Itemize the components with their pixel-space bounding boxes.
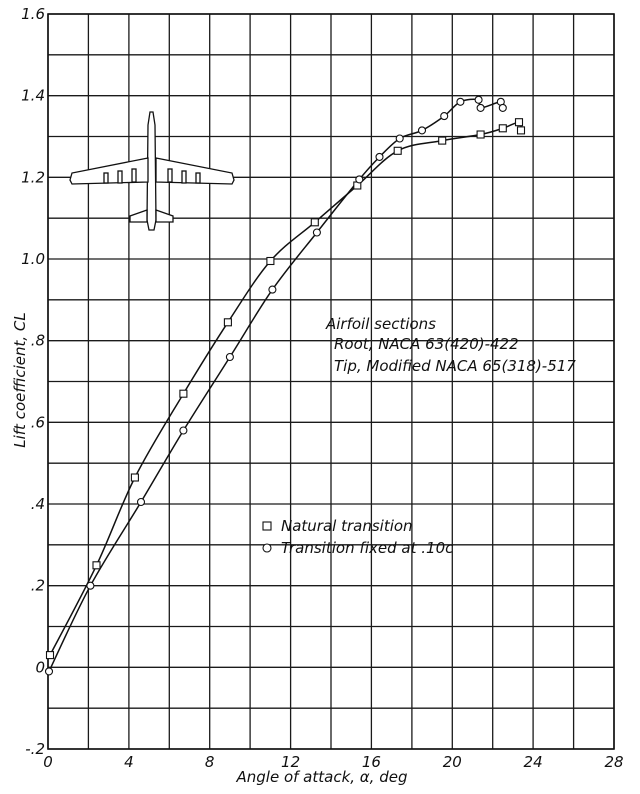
airfoil-note-line2: Root, NACA 63(420)-422 xyxy=(334,335,519,353)
square-point xyxy=(224,319,231,326)
square-point xyxy=(394,147,401,154)
legend-circle-marker xyxy=(263,544,271,552)
y-axis-label: Lift coefficient, CL xyxy=(11,312,29,448)
x-tick-label: 28 xyxy=(604,753,624,771)
square-point xyxy=(93,562,100,569)
y-tick-label: 1.6 xyxy=(21,5,45,23)
x-tick-label: 20 xyxy=(442,753,462,771)
square-point xyxy=(518,127,525,134)
grid xyxy=(48,14,614,749)
square-point xyxy=(180,390,187,397)
circle-point xyxy=(457,98,464,105)
circle-point xyxy=(441,113,448,120)
airfoil-note-line1: Airfoil sections xyxy=(326,315,436,333)
circle-point xyxy=(477,104,484,111)
legend-fixed-transition: Transition fixed at .10c xyxy=(281,539,454,557)
circle-point xyxy=(356,176,363,183)
square-point xyxy=(499,125,506,132)
x-tick-label: 8 xyxy=(204,753,215,771)
series-line-natural-transition xyxy=(50,122,521,655)
legend-square-marker xyxy=(263,522,271,530)
y-tick-label: -.2 xyxy=(25,740,45,758)
circle-point xyxy=(87,582,94,589)
y-tick-label: 1.4 xyxy=(21,86,45,105)
square-point xyxy=(311,219,318,226)
x-tick-label: 12 xyxy=(281,753,301,771)
circle-point xyxy=(419,127,426,134)
circle-point xyxy=(313,229,320,236)
x-tick-label: 4 xyxy=(124,753,134,771)
circle-point xyxy=(376,153,383,160)
circle-point xyxy=(396,135,403,142)
airfoil-note xyxy=(325,315,576,375)
x-tick-label: 24 xyxy=(523,753,543,771)
circle-point xyxy=(180,427,187,434)
square-point xyxy=(516,119,523,126)
square-point xyxy=(439,137,446,144)
legend-natural-transition: Natural transition xyxy=(281,517,413,535)
y-tick-label: 0 xyxy=(35,658,45,677)
y-tick-label: .6 xyxy=(30,413,45,432)
square-point xyxy=(131,474,138,481)
circle-point xyxy=(499,104,506,111)
square-point xyxy=(477,131,484,138)
airfoil-note-line3: Tip, Modified NACA 65(318)-517 xyxy=(334,357,576,375)
y-tick-label: 1.0 xyxy=(21,250,45,268)
circle-point xyxy=(475,96,482,103)
legend xyxy=(263,517,454,557)
y-tick-label: .4 xyxy=(30,495,45,513)
y-tick-label: 1.2 xyxy=(21,168,45,187)
circle-point xyxy=(46,668,53,675)
square-point xyxy=(47,652,54,659)
x-tick-label: 0 xyxy=(43,753,53,771)
circle-point xyxy=(226,354,233,361)
x-axis-label: Angle of attack, α, deg xyxy=(236,768,408,786)
circle-point xyxy=(269,286,276,293)
square-point xyxy=(267,258,274,265)
x-tick-label: 16 xyxy=(361,753,381,771)
circle-point xyxy=(138,499,145,506)
y-tick-label: .2 xyxy=(30,576,45,595)
y-tick-label: .8 xyxy=(30,331,45,350)
